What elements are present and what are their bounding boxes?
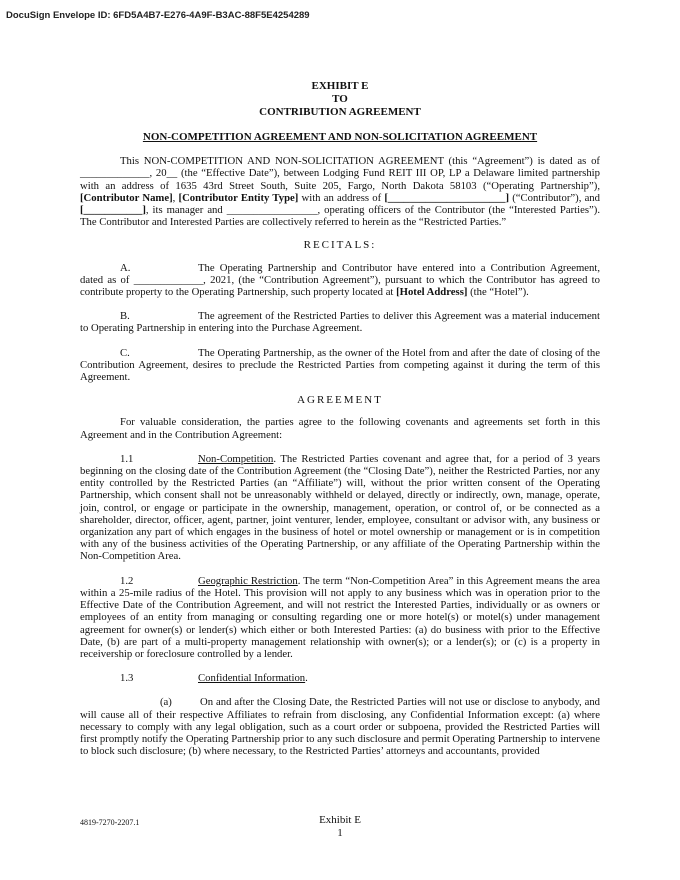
document-number: 4819-7270-2207.1 (80, 818, 140, 827)
docusign-envelope-id: DocuSign Envelope ID: 6FD5A4B7-E276-4A9F-B3AC-88F5E4254289 (6, 10, 310, 21)
document-body (80, 80, 600, 757)
hotel-address-placeholder: [Hotel Address] (396, 286, 468, 299)
subsection-text: On and after the Closing Date, the Restricted Parties will not use or disclose to anybody, and will cause all of their respective Affiliates to refrain from disclosing, any Confidential Information except: (a) where necessary to comply with any legal obligation, such as a court order or subpoena, provided the Restricted Parties will first promptly notify the Operating Partnership prior to any such disclosure and permit Operating Partnership to intervene to block such disclosure; (b) where necessary, to the Restricted Parties’ attorneys and accountants, provided (80, 696, 600, 758)
page-footer (290, 814, 390, 840)
recital-text: The agreement of the Restricted Parties to deliver this Agreement was a material inducement to Operating Partnership in entering into the Purchase Agreement. (80, 310, 600, 335)
section-text: . (305, 672, 308, 685)
recital-text: The Operating Partnership, as the owner of the Hotel from and after the date of closing of the Contribution Agreement, desires to preclude the Restricted Parties from competing against it during the term of this Agreement. (80, 346, 600, 384)
page-number: 1 (337, 827, 343, 839)
section-number: 1.3 (120, 672, 134, 685)
footer-exhibit-label: Exhibit E (319, 814, 361, 826)
intro-text: , its manager and _________________, operating officers of the Contributor (the “Interested Parties”). The Contributor and Interested Parties are collectively referred to herein as the “Restricted Parties.” (80, 204, 600, 229)
recital-number: C. (120, 346, 130, 359)
section-1-1 (80, 453, 600, 563)
recital-text: (the “Hotel”). (467, 286, 529, 299)
exhibit-line: TO (332, 93, 348, 105)
contributor-name-placeholder: [Contributor Name] (80, 191, 173, 204)
contributor-entity-type-placeholder: [Contributor Entity Type] (178, 191, 299, 204)
exhibit-line: EXHIBIT E (311, 80, 369, 92)
recital-text: The Operating Partnership and Contributor have entered into a Contribution Agreement, dated as of _____________, 2021, (the “Contribution Agreement”), pursuant to which the Contributor has agreed to contribute property to the Operating Partnership, such property located at (80, 261, 600, 299)
section-1-3 (80, 672, 600, 684)
section-number: 1.2 (120, 574, 134, 587)
section-heading: Non-Competition (198, 452, 274, 465)
agreement-title: NON-COMPETITION AGREEMENT AND NON-SOLICITATION AGREEMENT (142, 131, 538, 143)
recital-number: B. (120, 310, 130, 323)
recital-number: A. (120, 261, 131, 274)
section-heading: Confidential Information (198, 672, 306, 685)
exhibit-heading (80, 80, 600, 119)
section-text: . The term “Non-Competition Area” in this Agreement means the area within a 25-mile radius of the Hotel. This provision will not apply to any business which was in operation prior to the Effective Date of the Contribution Agreement, and will not restrict the Interested Parties, individually or as owners or employees of an entity from managing or consulting regarding one or more hotel(s) or motel(s) under management agreement for owner(s) or lender(s) which either or both Interested Parties: (a) do business with prior to the Effective Date, (b) are part of a multi-property management relationship with owner(s); or a lender(s); or (c) is a property in receivership or foreclosure controlled by a lender. (80, 574, 600, 660)
agreement-intro: For valuable consideration, the parties agree to the following covenants and agreements set forth in this Agreement and in the Contribution Agreement: (80, 416, 600, 441)
subsection-number: (a) (160, 696, 172, 709)
recitals-heading: RECITALS: (303, 239, 377, 252)
section-number: 1.1 (120, 452, 134, 465)
section-heading: Geographic Restriction (198, 574, 298, 587)
recital-c (80, 347, 600, 384)
exhibit-line: CONTRIBUTION AGREEMENT (259, 106, 421, 118)
section-text: . The Restricted Parties covenant and agree that, for a period of 3 years beginning on the closing date of the Contribution Agreement (the “Closing Date”), neither the Restricted Parties, nor any entity controlled by the Restricted Parties (an “Affiliate”) will, without the prior written consent of the Operating Partnership, which consent shall not be unreasonably withheld or delayed, directly or indirectly, own, manage, operate, join, control, or engage or participate in the ownership, management, operation, or control of, or be connected as a shareholder, director, officer, agent, partner, joint venturer, lender, employee, consultant or advisor with, any business or organization any part of which engages in the business of hotel or motel ownership or management or is in competition with any of the business activities of the Operating Partnership, or any affiliate of the Operating Partnership within the Non-Competition Area. (80, 452, 600, 563)
section-1-2 (80, 575, 600, 660)
manager-placeholder: [___________] (80, 204, 146, 217)
intro-text: , (172, 191, 179, 204)
agreement-heading: AGREEMENT (297, 394, 383, 407)
recital-b (80, 310, 600, 334)
section-1-3-a (80, 696, 600, 757)
intro-paragraph (80, 155, 600, 228)
recital-a (80, 262, 600, 299)
contributor-address-placeholder: [______________________] (384, 191, 510, 204)
intro-text: with an address of (298, 191, 385, 204)
intro-text: (“Contributor”), and (509, 191, 600, 204)
intro-text: This NON-COMPETITION AND NON-SOLICITATION AGREEMENT (this “Agreement”) is dated as of _____________, 20__ (the “Effective Date”), between Lodging Fund REIT III OP, LP a Delaware limited partnership with an address of 1635 43rd Street South, Suite 205, Fargo, North Dakota 58103 (“Operating Partnership”), (80, 155, 600, 192)
